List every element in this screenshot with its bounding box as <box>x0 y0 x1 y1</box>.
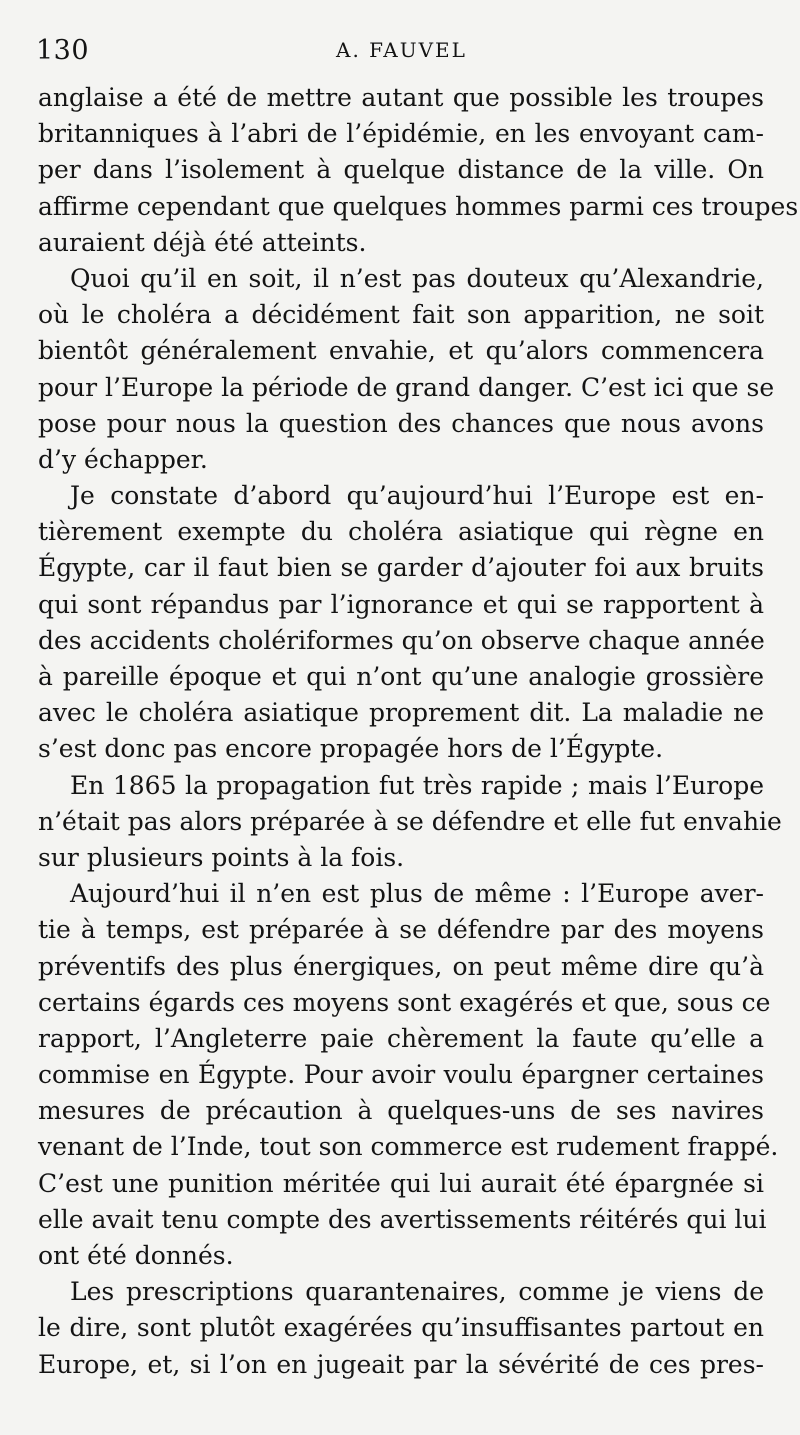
text-line: mesures de précaution à quelques-uns de ses navires <box>38 1096 764 1126</box>
text-line: per dans l’isolement à quelque distance de la ville. On <box>38 155 764 185</box>
text-line: commise en Égypte. Pour avoir voulu épargner certaines <box>38 1060 764 1090</box>
text-line: Les prescriptions quarantenaires, comme je viens de <box>70 1277 764 1307</box>
text-line: ont été donnés. <box>38 1241 234 1270</box>
text-line: Aujourd’hui il n’en est plus de même : l’Europe aver- <box>70 879 764 909</box>
text-line: pour l’Europe la période de grand danger. C’est ici que se <box>38 372 775 402</box>
text-line: tièrement exempte du choléra asiatique qui règne en <box>38 517 764 547</box>
text-line: En 1865 la propagation fut très rapide ; mais l’Europe <box>70 770 764 800</box>
page-number: 130 <box>36 34 90 66</box>
text-line: Je constate d’abord qu’aujourd’hui l’Europe est en- <box>70 481 764 511</box>
text-line: C’est une punition méritée qui lui aurait été épargnée si <box>38 1168 764 1198</box>
text-line: à pareille époque et qui n’ont qu’une analogie grossière <box>38 662 764 691</box>
text-line: sur plusieurs points à la fois. <box>38 842 405 872</box>
text-line: des accidents cholériformes qu’on observe chaque année <box>38 625 765 655</box>
text-line: affirme cependant que quelques hommes parmi ces troupes <box>38 191 799 221</box>
text-line: tie à temps, est préparée à se défendre par des moyens <box>38 915 764 945</box>
text-line: certains égards ces moyens sont exagérés et que, sous ce <box>38 987 771 1017</box>
text-line: rapport, l’Angleterre paie chèrement la faute qu’elle a <box>38 1023 764 1053</box>
text-line: Quoi qu’il en soit, il n’est pas douteux qu’Alexandrie, <box>70 263 764 293</box>
body-text <box>38 80 799 1383</box>
text-line: n’était pas alors préparée à se défendre et elle fut envahie <box>38 806 782 836</box>
text-line: préventifs des plus énergiques, on peut même dire qu’à <box>38 951 764 981</box>
text-line: Europe, et, si l’on en jugeait par la sévérité de ces pres- <box>38 1349 764 1379</box>
text-line: où le choléra a décidément fait son apparition, ne soit <box>38 300 764 330</box>
text-line: s’est donc pas encore propagée hors de l’Égypte. <box>38 734 664 764</box>
running-head: A. FAUVEL <box>336 38 467 62</box>
text-line: venant de l’Inde, tout son commerce est rudement frappé. <box>38 1132 779 1162</box>
text-line: britanniques à l’abri de l’épidémie, en les envoyant cam- <box>38 119 764 149</box>
text-line: pose pour nous la question des chances que nous avons <box>38 408 764 438</box>
text-line: Égypte, car il faut bien se garder d’ajouter foi aux bruits <box>38 553 764 583</box>
page-header <box>36 30 764 70</box>
text-line: anglaise a été de mettre autant que possible les troupes <box>38 83 764 112</box>
text-line: le dire, sont plutôt exagérées qu’insuffisantes partout en <box>38 1313 764 1343</box>
text-line: avec le choléra asiatique proprement dit. La maladie ne <box>38 698 764 728</box>
text-line: d’y échapper. <box>38 444 208 474</box>
text-line: qui sont répandus par l’ignorance et qui se rapportent à <box>38 589 764 619</box>
text-line: auraient déjà été atteints. <box>38 227 367 257</box>
text-line: bientôt généralement envahie, et qu’alors commencera <box>38 336 764 366</box>
text-line: elle avait tenu compte des avertissements réitérés qui lui <box>38 1204 767 1234</box>
